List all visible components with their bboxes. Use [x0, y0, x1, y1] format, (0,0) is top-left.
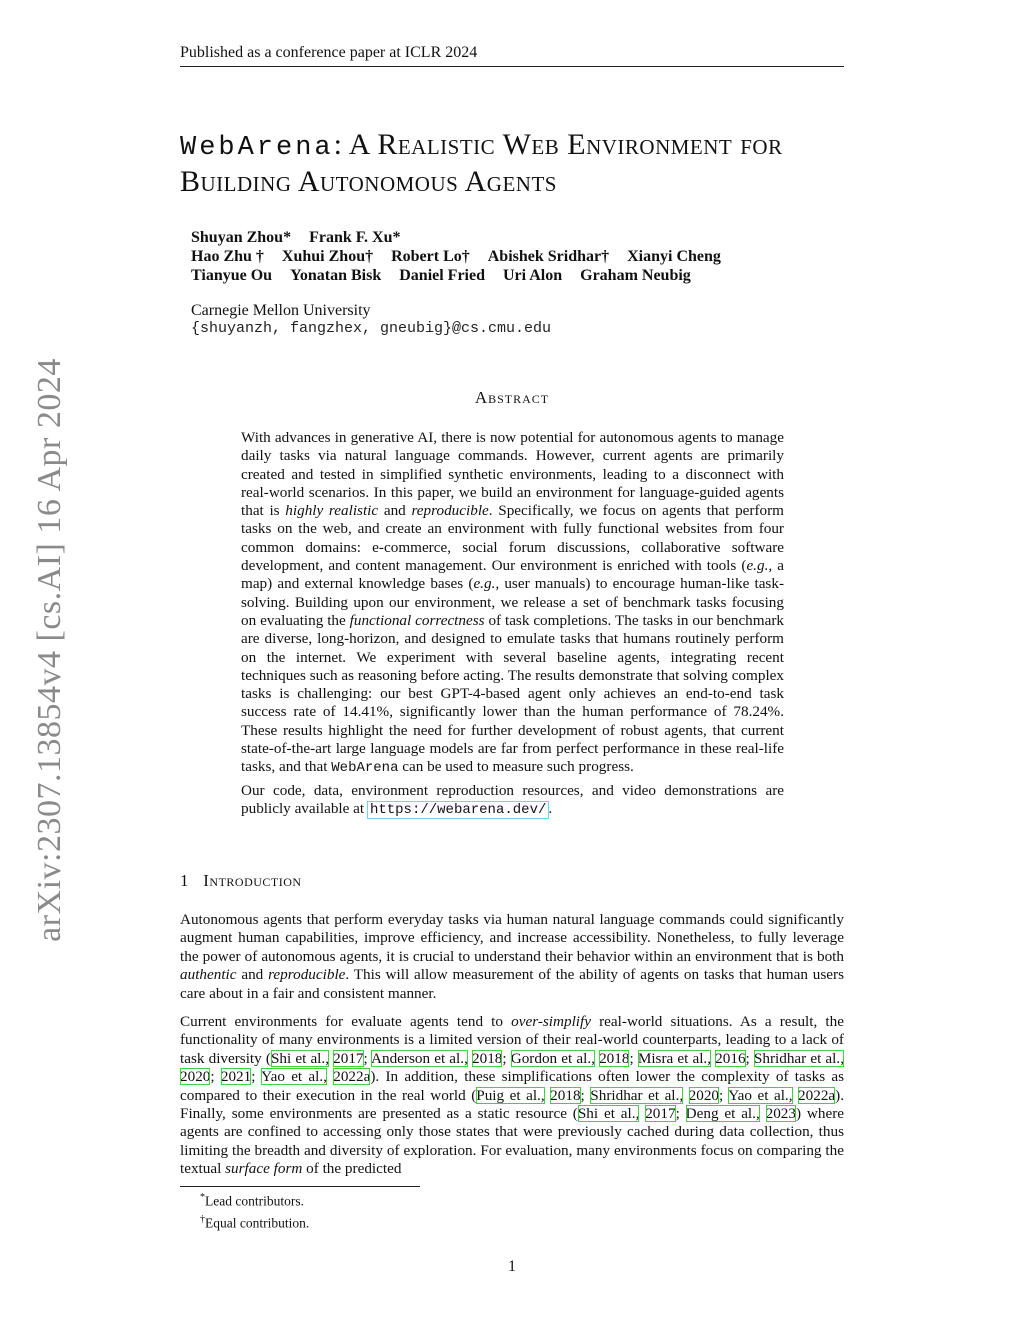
author-row-3	[191, 266, 739, 285]
citation-link[interactable]: Gordon et al.,	[510, 1049, 595, 1067]
citation-link[interactable]: 2021	[220, 1068, 252, 1086]
author: Graham Neubig	[580, 267, 691, 284]
abstract-heading: Abstract	[474, 388, 550, 407]
email: {shuyanzh, fangzhex, gneubig}@cs.cmu.edu	[191, 320, 552, 337]
abstract-body	[241, 429, 784, 819]
author: Hao Zhu †	[191, 248, 264, 265]
citation-link[interactable]: Yao et al.,	[728, 1086, 793, 1104]
citation-link[interactable]: Puig et al.,	[476, 1086, 545, 1104]
page-number: 1	[508, 1258, 516, 1275]
author-row-2	[191, 247, 739, 266]
citation-link[interactable]: Deng et al.,	[685, 1105, 760, 1123]
header-rule	[180, 66, 844, 67]
citation-link[interactable]: Shridhar et al.,	[590, 1086, 684, 1104]
citation-link[interactable]: 2018	[599, 1049, 630, 1067]
title-system-name: WebArena	[180, 133, 334, 163]
intro-paragraph-1: Autonomous agents that perform everyday tasks via human natural language commands could significantly augment human capabilities, improve efficiency, and increase accessibility. Nonetheless, to fully leverage the power of autonomous agents, it is crucial to understand their behavior within an environment that is both authentic and reproducible. This will allow measurement of the ability of agents on tasks that human users care about in a fair and consistent manner.	[180, 911, 844, 1002]
intro-heading	[180, 871, 302, 891]
title-line2: Building Autonomous Agents	[180, 165, 557, 198]
footnotes	[200, 1189, 309, 1233]
arxiv-stamp: arXiv:2307.13854v4 [cs.AI] 16 Apr 2024	[31, 358, 68, 942]
running-header: Published as a conference paper at ICLR 2024	[180, 44, 478, 61]
author: Xuhui Zhou†	[281, 248, 374, 265]
author: Uri Alon	[503, 267, 563, 284]
citation-link[interactable]: 2017	[333, 1049, 364, 1067]
affiliation: Carnegie Mellon University	[191, 302, 371, 319]
project-url-link[interactable]: https://webarena.dev/	[369, 801, 547, 818]
author-list	[191, 228, 739, 285]
footnote-equal: †Equal contribution.	[200, 1214, 310, 1231]
section-title: Introduction	[203, 871, 302, 890]
author: Shuyan Zhou*	[191, 229, 292, 246]
footnote-lead: *Lead contributors.	[200, 1192, 304, 1209]
citation-link[interactable]: Shi et al.,	[577, 1105, 640, 1123]
author: Daniel Fried	[399, 267, 485, 284]
affiliation-block	[191, 302, 551, 338]
citation-link[interactable]: Anderson et al.,	[371, 1049, 468, 1067]
citation-link[interactable]: 2017	[645, 1105, 676, 1123]
author-row-1	[191, 228, 739, 247]
citation-link[interactable]: Shridhar et al.,	[753, 1049, 844, 1067]
author: Abishek Sridhar†	[487, 248, 610, 265]
citation-link[interactable]: Yao et al.,	[261, 1068, 327, 1086]
abstract-availability: Our code, data, environment reproduction resources, and video demonstrations are publicly available at https://webarena.dev/ .	[241, 781, 784, 818]
citation-link[interactable]: Misra et al.,	[637, 1049, 712, 1067]
citation-link[interactable]: 2022a	[333, 1068, 371, 1086]
author: Robert Lo†	[391, 248, 470, 265]
author: Frank F. Xu*	[309, 229, 401, 246]
abstract-paragraph: With advances in generative AI, there is now potential for autonomous agents to manage daily tasks via natural language commands. However, current agents are primarily created and tested in simplified synthetic environments, leading to a disconnect with real-world scenarios. In this paper, we build an environment for language-guided agents that is highly realistic and reproducible. Specifically, we focus on agents that perform tasks on the web, and create an environment with fully functional websites from four common domains: e-commerce, social forum discussions, collaborative software development, and content management. Our environment is enriched with tools (e.g., a map) and external knowledge bases (e.g., user manuals) to encourage human-like task-solving. Building upon our environment, we release a set of benchmark tasks focusing on evaluating the functional correctness of task completions. The tasks in our benchmark are diverse, long-horizon, and designed to emulate tasks that humans routinely perform on the internet. We experiment with several baseline agents, integrating recent techniques such as reasoning before acting. The results demonstrate that solving complex tasks is challenging: our best GPT-4-based agent only achieves an end-to-end task success rate of 14.41%, significantly lower than the human performance of 78.24%. These results highlight the need for further development of robust agents, that current state-of-the-art large language models are far from perfect performance in these real-life tasks, and that WebArena can be used to measure such progress.	[241, 429, 784, 777]
webarena-mono: WebArena	[331, 760, 399, 777]
citation-link[interactable]: 2023	[765, 1105, 796, 1123]
footnote-rule	[180, 1186, 420, 1187]
citation-link[interactable]: 2018	[472, 1049, 503, 1067]
citation-link[interactable]: 2020	[688, 1086, 720, 1104]
author: Yonatan Bisk	[290, 267, 382, 284]
citation-link[interactable]: Shi et al.,	[270, 1049, 329, 1067]
section-number: 1	[180, 871, 189, 890]
citation-link[interactable]: 2020	[180, 1068, 211, 1086]
title-part2: : A Realistic Web Environment for	[333, 128, 783, 161]
citation-link[interactable]: 2022a	[798, 1086, 836, 1104]
author: Tianyue Ou	[191, 267, 273, 284]
paper-title	[180, 128, 860, 199]
intro-paragraph-2: Current environments for evaluate agents tend to over-simplify real-world situations. As a result, the functionality of many environments is a limited version of their real-world counterparts, leading to a lack of task diversity (Shi et al., 2017; Anderson et al., 2018; Gordon et al., 2018; Misra et al., 2016; Shridhar et al., 2020; 2021; Yao et al., 2022a). In addition, these simplifications often lower the complexity of tasks as compared to their execution in the real world (Puig et al., 2018; Shridhar et al., 2020; Yao et al., 2022a). Finally, some environments are presented as a static resource (Shi et al., 2017; Deng et al., 2023) where agents are confined to accessing only those states that were previously cached during data collection, thus limiting the breadth and diversity of exploration. For evaluation, many environments focus on comparing the textual surface form of the predicted	[180, 1013, 845, 1178]
citation-link[interactable]: 2016	[715, 1049, 746, 1067]
citation-link[interactable]: 2018	[550, 1086, 581, 1104]
author: Xianyi Cheng	[627, 248, 721, 265]
